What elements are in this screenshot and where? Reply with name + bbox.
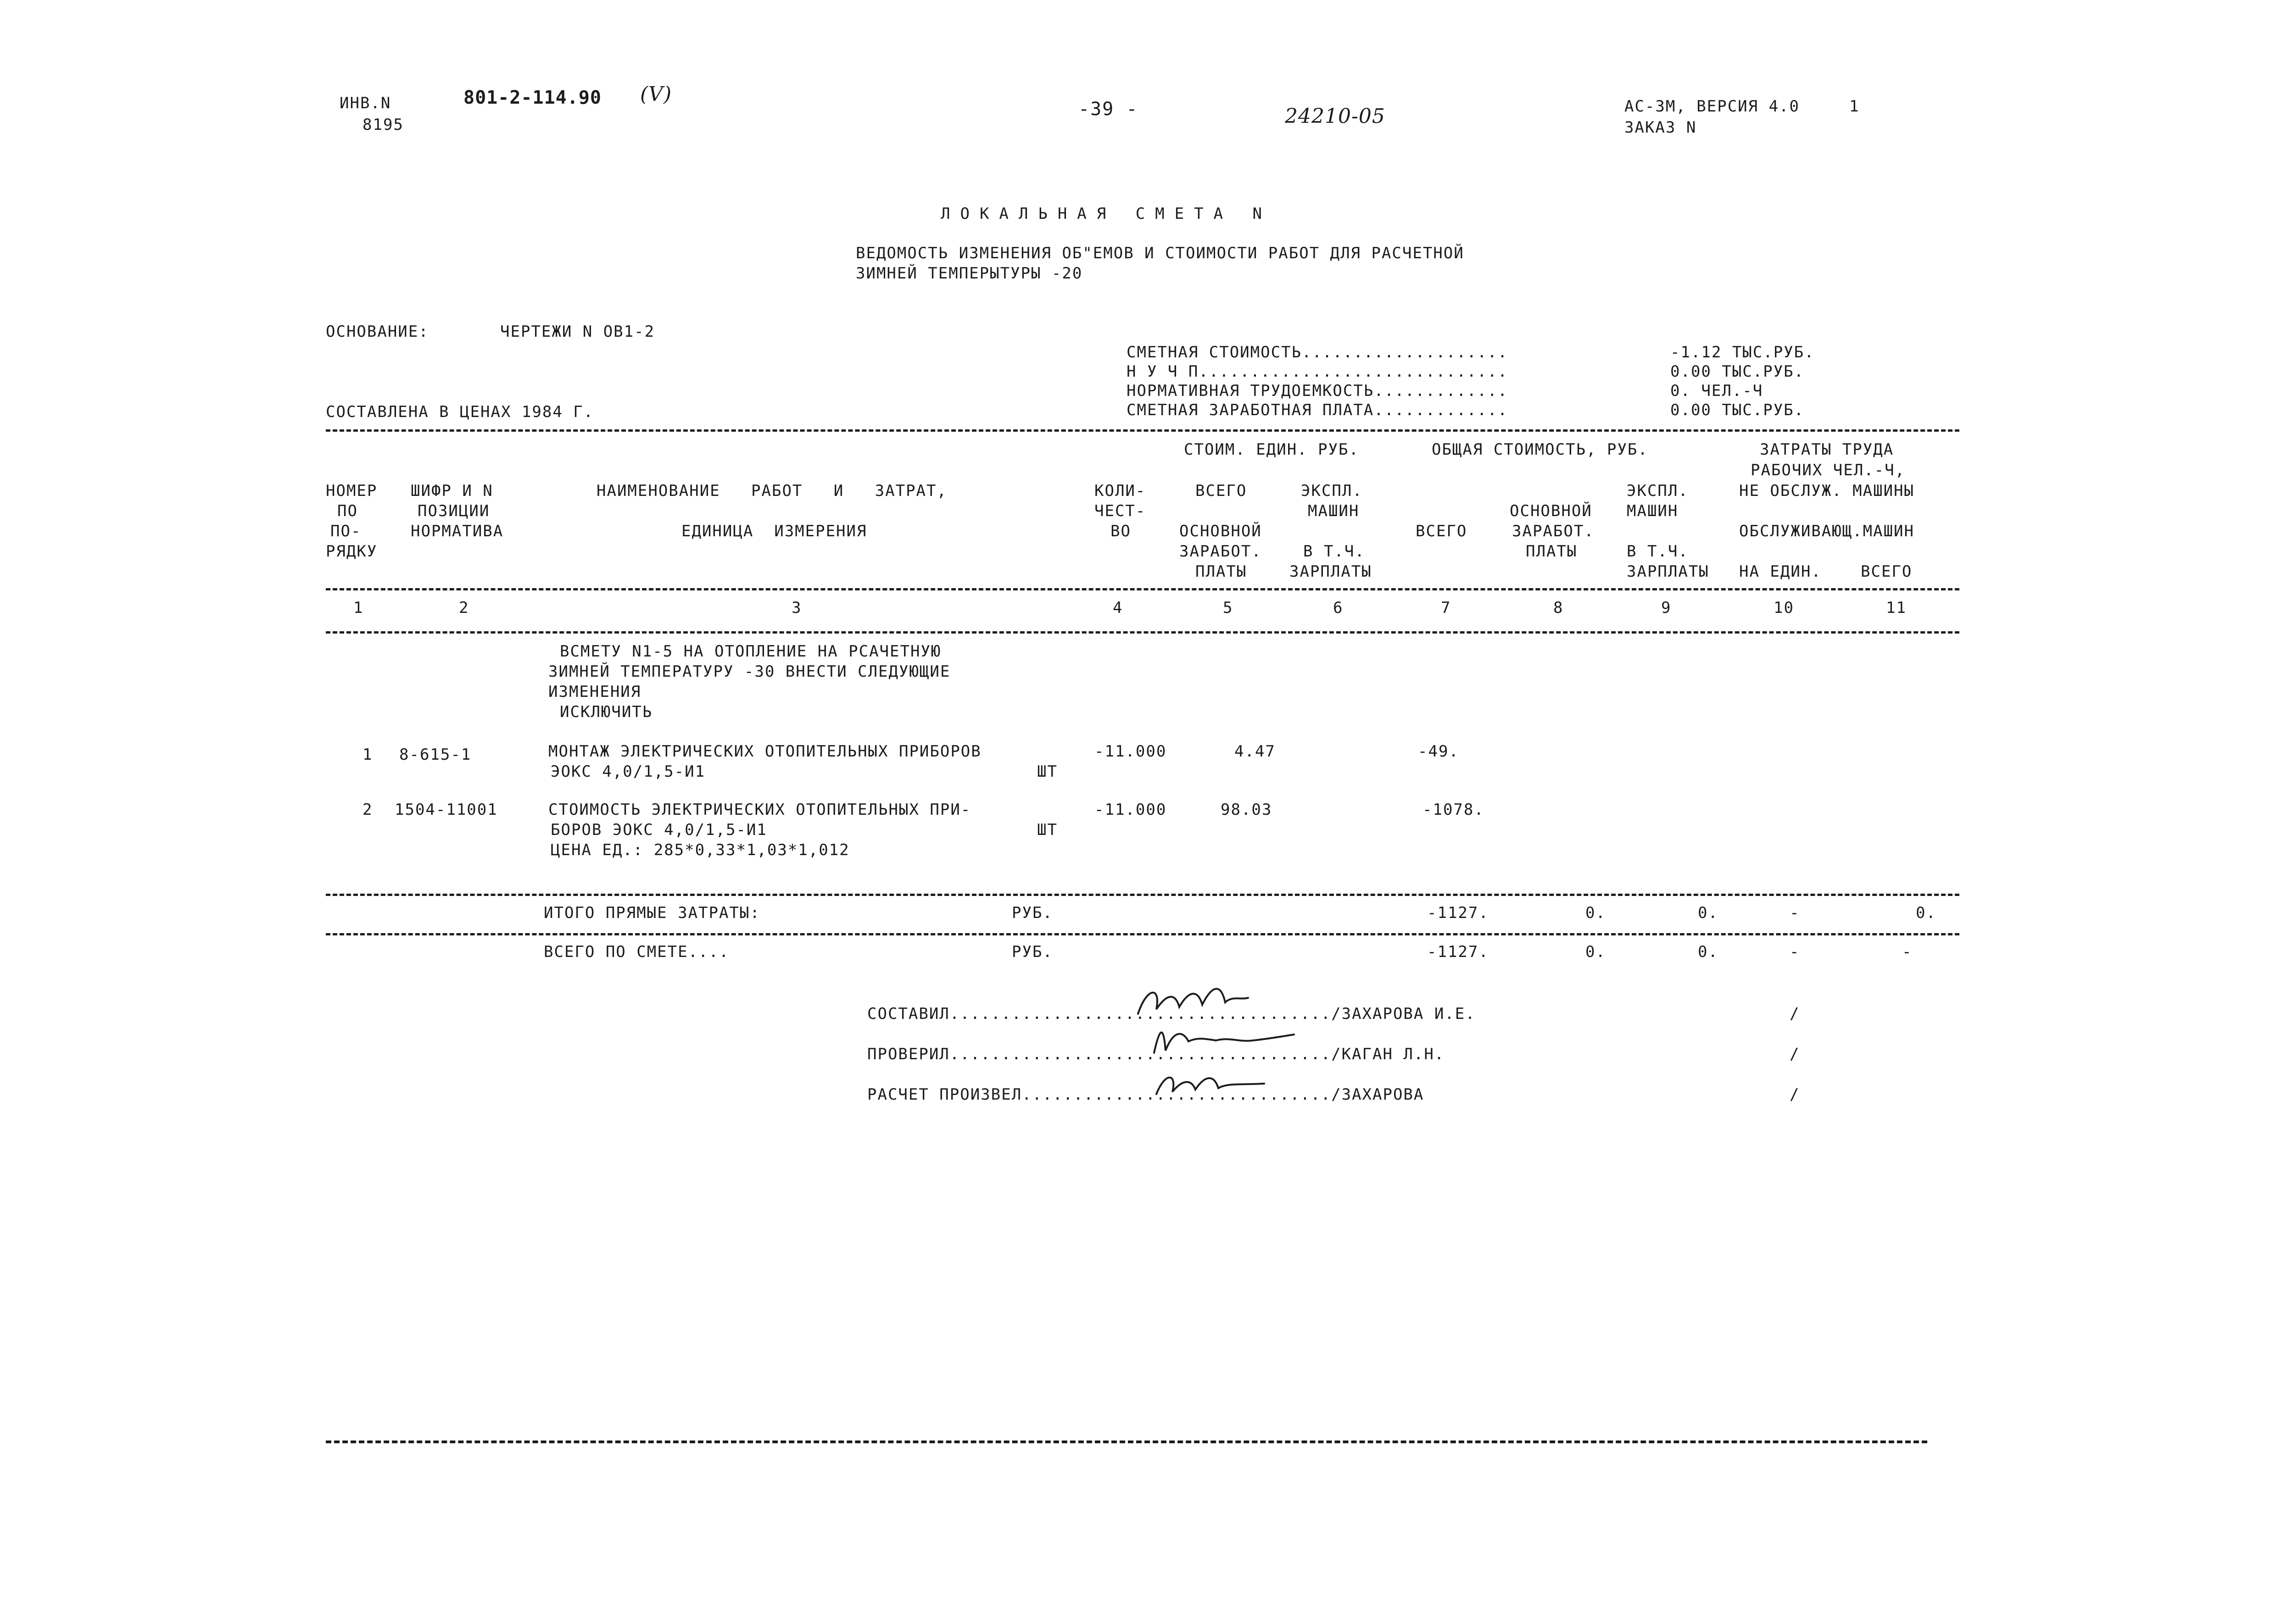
col1-header-4: РЯДКУ [326, 542, 378, 561]
totals-mid-rule [326, 933, 1959, 935]
handwritten-signature-icon [1147, 1014, 1299, 1060]
labor-title-2: РАБОЧИХ ЧЕЛ.-Ч, [1751, 461, 1906, 479]
col-number-7: 7 [1441, 599, 1451, 617]
bottom-rule [326, 1440, 1927, 1443]
summary-label-labor: НОРМАТИВНАЯ ТРУДОЕМКОСТЬ............. [1127, 382, 1508, 400]
col-number-10: 10 [1774, 599, 1794, 617]
col1-header-1: НОМЕР [326, 482, 378, 500]
col-number-11: 11 [1886, 599, 1907, 617]
row-quantity: -11.000 [1094, 801, 1167, 819]
total-col11: - [1902, 943, 1913, 961]
row-code: 1504-11001 [395, 801, 498, 819]
summary-label-estimate: СМЕТНАЯ СТОИМОСТЬ.................... [1127, 343, 1508, 362]
col8-header-3: ПЛАТЫ [1526, 542, 1578, 561]
price-level: СОСТАВЛЕНА В ЦЕНАХ 1984 Г. [326, 403, 594, 421]
col1-header-2: ПО [337, 502, 358, 520]
sheet-number: 1 [1849, 97, 1860, 116]
col11-header: ВСЕГО [1861, 562, 1913, 581]
total-col8: 0. [1585, 943, 1606, 961]
row-code: 8-615-1 [399, 745, 472, 764]
total-value: -1127. [1427, 943, 1489, 961]
row-unit: ШТ [1037, 762, 1058, 781]
col-number-2: 2 [459, 599, 469, 617]
subtitle-line-2: ЗИМНЕЙ ТЕМПЕРЫТУРЫ -20 [856, 264, 1083, 283]
labor-sub-2: ОБСЛУЖИВАЮЩ.МАШИН [1739, 522, 1914, 540]
col-number-9: 9 [1661, 599, 1672, 617]
summary-value-estimate: -1.12 ТЫС.РУБ. [1670, 343, 1815, 362]
note-line-4: ИСКЛЮЧИТЬ [560, 703, 653, 721]
note-line-3: ИЗМЕНЕНИЯ [548, 683, 641, 701]
basis-label: ОСНОВАНИЕ: [326, 323, 429, 341]
note-line-1: ВСМЕТУ N1-5 НА ОТОПЛЕНИЕ НА РСАЧЕТНУЮ [560, 642, 942, 661]
col-number-6: 6 [1333, 599, 1344, 617]
row-name-line: БОРОВ ЭОКС 4,0/1,5-И1 [551, 821, 767, 839]
row-quantity: -11.000 [1094, 742, 1167, 761]
row-unit: ШТ [1037, 821, 1058, 839]
col9-header-4: ЗАРПЛАТЫ [1627, 562, 1709, 581]
total-col9: 0. [1698, 943, 1718, 961]
col-number-5: 5 [1223, 599, 1233, 617]
col2-header-2: ПОЗИЦИИ [418, 502, 490, 520]
col2-header-3: НОРМАТИВА [411, 522, 504, 540]
col6-header-3: В Т.Ч. [1303, 542, 1365, 561]
col9-header-3: В Т.Ч. [1627, 542, 1689, 561]
row-number: 1 [363, 745, 373, 764]
total-cost-title: ОБЩАЯ СТОИМОСТЬ, РУБ. [1432, 440, 1648, 459]
row-number: 2 [363, 801, 373, 819]
signature-checked: ПРОВЕРИЛ...................................../КАГАН Л.Н. [867, 1045, 1445, 1063]
col6-header-2: МАШИН [1308, 502, 1360, 520]
row-name-line: МОНТАЖ ЭЛЕКТРИЧЕСКИХ ОТОПИТЕЛЬНЫХ ПРИБОРОВ [548, 742, 982, 761]
signature-checked-slash: / [1790, 1045, 1800, 1063]
volume-number: (V) [640, 83, 672, 106]
col10-header: НА ЕДИН. [1739, 562, 1822, 581]
col4-header-2: ЧЕСТ- [1094, 502, 1146, 520]
doc-code: 801-2-114.90 [463, 87, 602, 108]
row-name-line: СТОИМОСТЬ ЭЛЕКТРИЧЕСКИХ ОТОПИТЕЛЬНЫХ ПРИ- [548, 801, 971, 819]
row-total: -49. [1418, 742, 1459, 761]
order-code: 24210-05 [1285, 105, 1385, 128]
total-unit: РУБ. [1012, 904, 1053, 922]
col5-header-2: ОСНОВНОЙ [1179, 522, 1262, 540]
col-number-8: 8 [1553, 599, 1564, 617]
col9-header-1: ЭКСПЛ. [1627, 482, 1689, 500]
total-col10: - [1790, 904, 1800, 922]
total-unit: РУБ. [1012, 943, 1053, 961]
page-number: -39 - [1078, 99, 1138, 120]
col9-header-2: МАШИН [1627, 502, 1679, 520]
col5-header-3: ЗАРАБОТ. [1179, 542, 1262, 561]
col7-header: ВСЕГО [1416, 522, 1467, 540]
labor-sub-1: НЕ ОБСЛУЖ. МАШИНЫ [1739, 482, 1914, 500]
col3-header-top: НАИМЕНОВАНИЕ РАБОТ И ЗАТРАТ, [597, 482, 947, 500]
col4-header-3: ВО [1110, 522, 1131, 540]
body-top-rule [326, 631, 1959, 634]
col5-header-1: ВСЕГО [1195, 482, 1247, 500]
header-rule [326, 588, 1959, 590]
row-name-line: ЭОКС 4,0/1,5-И1 [551, 762, 706, 781]
col5-header-4: ПЛАТЫ [1195, 562, 1247, 581]
col4-header-1: КОЛИ- [1094, 482, 1146, 500]
handwritten-signature-icon [1152, 1060, 1271, 1106]
inv-number: 8195 [363, 116, 404, 134]
total-label: ИТОГО ПРЯМЫЕ ЗАТРАТЫ: [544, 904, 760, 922]
col1-header-3: ПО- [330, 522, 362, 540]
signature-calculated-slash: / [1790, 1085, 1800, 1104]
total-col9: 0. [1698, 904, 1718, 922]
col8-header-1: ОСНОВНОЙ [1510, 502, 1592, 520]
col8-header-2: ЗАРАБОТ. [1512, 522, 1595, 540]
unit-cost-title: СТОИМ. ЕДИН. РУБ. [1184, 440, 1359, 459]
signature-calculated: РАСЧЕТ ПРОИЗВЕЛ............................../ЗАХАРОВА [867, 1085, 1424, 1104]
summary-label-wages: СМЕТНАЯ ЗАРАБОТНАЯ ПЛАТА............. [1127, 401, 1508, 419]
signature-compiled: СОСТАВИЛ...................................../ЗАХАРОВА И.Е. [867, 1005, 1476, 1023]
order-label: ЗАКАЗ N [1624, 118, 1697, 137]
row-name-line: ЦЕНА ЕД.: 285*0,33*1,03*1,012 [551, 841, 850, 859]
total-col8: 0. [1585, 904, 1606, 922]
col2-header-1: ШИФР И N [411, 482, 493, 500]
summary-label-nuchp: Н У Ч П.............................. [1127, 362, 1508, 381]
totals-top-rule [326, 894, 1959, 896]
total-col11: 0. [1916, 904, 1936, 922]
col6-header-1: ЭКСПЛ. [1301, 482, 1363, 500]
signature-compiled-slash: / [1790, 1005, 1800, 1023]
col3-header-bottom: ЕДИНИЦА ИЗМЕРЕНИЯ [681, 522, 867, 540]
document-title: ЛОКАЛЬНАЯ СМЕТА N [941, 205, 1272, 223]
col6-header-4: ЗАРПЛАТЫ [1289, 562, 1372, 581]
row-total: -1078. [1422, 801, 1484, 819]
summary-value-labor: 0. ЧЕЛ.-Ч [1670, 382, 1763, 400]
table-top-rule [326, 429, 1959, 432]
labor-title-1: ЗАТРАТЫ ТРУДА [1760, 440, 1894, 459]
note-line-2: ЗИМНЕЙ ТЕМПЕРАТУРУ -30 ВНЕСТИ СЛЕДУЮЩИЕ [548, 662, 951, 681]
program-version: АС-3М, ВЕРСИЯ 4.0 [1624, 97, 1800, 116]
total-col10: - [1790, 943, 1800, 961]
subtitle-line-1: ВЕДОМОСТЬ ИЗМЕНЕНИЯ ОБ"ЕМОВ И СТОИМОСТИ РАБОТ ДЛЯ РАСЧЕТНОЙ [856, 244, 1464, 262]
summary-value-nuchp: 0.00 ТЫС.РУБ. [1670, 362, 1805, 381]
row-unit-total: 4.47 [1234, 742, 1276, 761]
col-number-4: 4 [1113, 599, 1123, 617]
inv-label: ИНВ.N [340, 94, 391, 112]
total-value: -1127. [1427, 904, 1489, 922]
basis-value: ЧЕРТЕЖИ N ОВ1-2 [500, 323, 655, 341]
col-number-1: 1 [353, 599, 364, 617]
col-number-3: 3 [792, 599, 802, 617]
total-label: ВСЕГО ПО СМЕТЕ.... [544, 943, 730, 961]
row-unit-total: 98.03 [1221, 801, 1272, 819]
summary-value-wages: 0.00 ТЫС.РУБ. [1670, 401, 1805, 419]
